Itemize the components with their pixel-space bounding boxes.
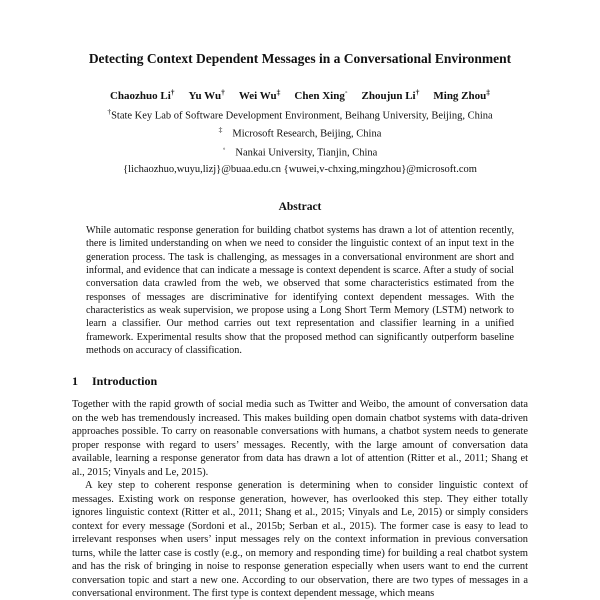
author-line [72, 87, 528, 102]
author-name: Ming Zhou [433, 89, 487, 102]
section-title: Introduction [92, 374, 158, 389]
author-name: Wei Wu [238, 89, 277, 102]
affil-marker: ◦ [222, 143, 226, 153]
author-name: Zhoujun Li [361, 89, 416, 102]
author-affil-marker: † [170, 87, 175, 96]
email-line: {lichaozhuo,wuyu,lizj}@buaa.edu.cn {wuwei,v-chxing,mingzhou}@microsoft.com [123, 164, 477, 176]
intro-paragraph-2: A key step to coherent response generation is determining when to consider linguistic context of messages. Existing work on response generation, however, has overlooked this step. They either totally ignores linguistic context (Ritter et al., 2011; Shang et al., 2015; Vinyals and Le, 2015) or simply considers context for every message (Sordoni et al., 2015b; Serban et al., 2015). The former case is easy to lead to irrelevant responses when users’ input messages rely on the context information in previous conversation turns, while the latter case is costly (e.g., on memory and responding time) for building a real chatbot system and has the risk of bringing in noise to response generation especially when users want to end the current conversation topic and start a new one. According to our observation, there are two types of messages in a conversational environment. The first type is context dependent message, which means [72, 480, 528, 600]
affil-text: Nankai University, Tianjin, China [235, 147, 378, 159]
author-name: Chaozhuo Li [109, 89, 171, 102]
section-1-heading [72, 374, 528, 389]
author [238, 87, 281, 102]
author [433, 87, 491, 102]
section-number: 1 [72, 374, 78, 389]
affil-text: State Key Lab of Software Development Environment, Beihang University, Beijing, China [111, 110, 493, 122]
affiliation-line [72, 123, 528, 142]
author [294, 87, 348, 102]
affiliation-line [72, 105, 528, 124]
author [361, 87, 420, 102]
author-name: Yu Wu [188, 89, 222, 102]
author [109, 87, 175, 102]
author-affil-marker: ◦ [344, 87, 348, 96]
abstract-heading: Abstract [278, 201, 322, 214]
author-name: Chen Xing [294, 89, 345, 102]
affil-marker: † [107, 106, 112, 116]
author-affil-marker: † [221, 87, 225, 96]
intro-paragraph-1: Together with the rapid growth of social media such as Twitter and Weibo, the amount of conversation data on the web has tremendously increased. This makes building open domain chatbot systems with data-driven approaches possible. To carry on reasonable conversations with humans, a chatbot system needs to generate proper response with regard to users’ messages. Recently, with the large amount of conversation data available, learning a response generator from data has drawn a lot of attention (Ritter et al., 2011; Shang et al., 2015; Vinyals and Le, 2015). [72, 399, 528, 478]
paper-title: Detecting Context Dependent Messages in a Conversational Environment [88, 51, 512, 66]
author [188, 87, 225, 102]
affiliation-line [72, 142, 528, 161]
author-affil-marker: † [415, 87, 420, 96]
author-affil-marker: ‡ [486, 87, 491, 96]
abstract-text: While automatic response generation for building chatbot systems has drawn a lot of attention recently, there is limited understanding on when we need to consider the linguistic context of an input text in the generation process. The task is challenging, as messages in a conversational environment are short and informal, and evidence that can indicate a message is context dependent is scarce. After a study of social conversation data crawled from the web, we observed that some characteristics estimated from the responses of messages are discriminative for identifying context dependent messages. With the characteristics as weak supervision, we propose using a Long Short Term Memory (LSTM) network to learn a classifier. Our method carries out text representation and classifier learning in a unified framework. Experimental results show that the proposed method can significantly outperform baseline methods on accuracy of classification. [86, 225, 514, 356]
author-affil-marker: ‡ [276, 87, 281, 96]
affil-text: Microsoft Research, Beijing, China [232, 128, 382, 140]
affil-marker: ‡ [218, 125, 223, 135]
